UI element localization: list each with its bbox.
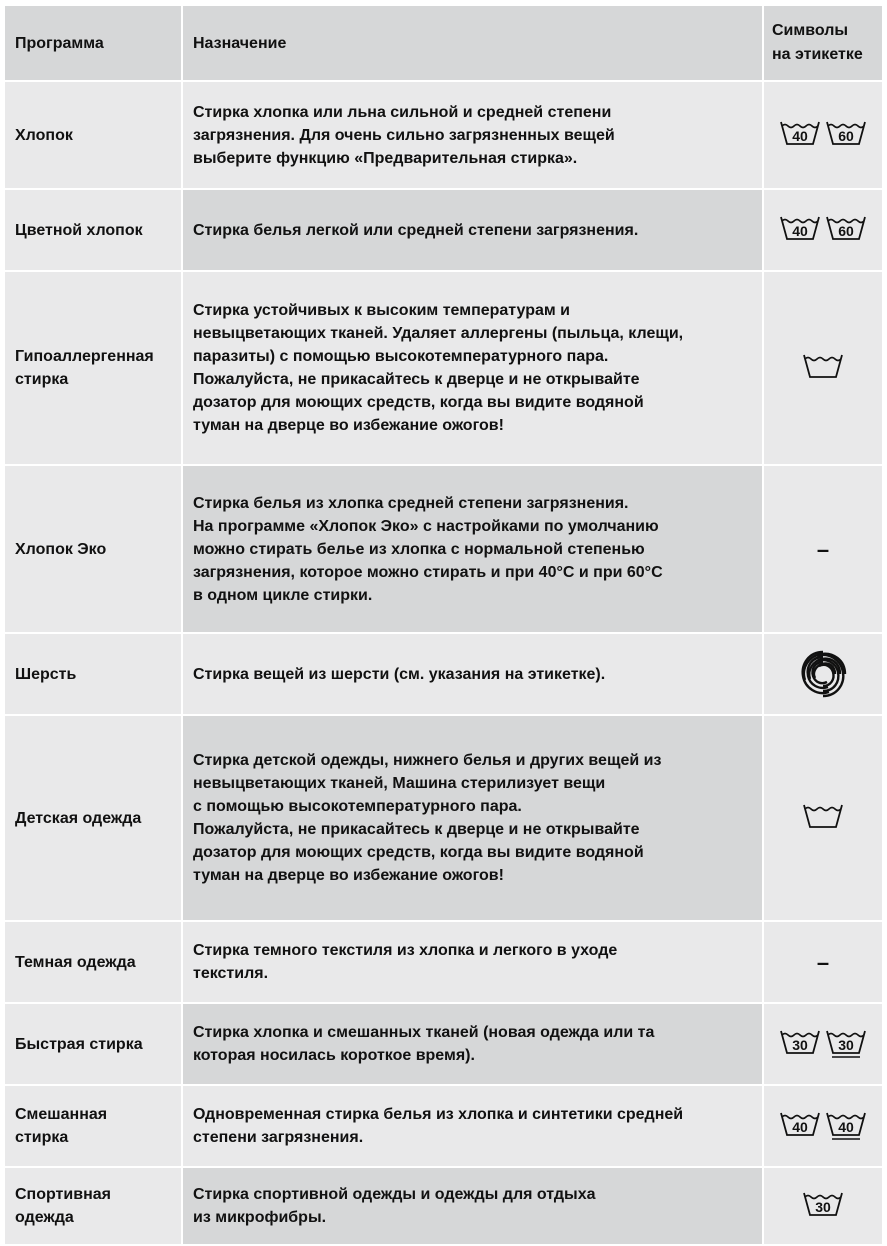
- wash-temperature-label: 30: [792, 1037, 808, 1053]
- table-row: [5, 272, 882, 466]
- no-symbol-dash: –: [816, 536, 830, 562]
- wash-temperature-label: 30: [815, 1199, 831, 1215]
- program-purpose: Стирка хлопка и смешанных тканей (новая одежда или та которая носилась короткое время).: [183, 1004, 764, 1084]
- program-name: Спортивная одежда: [5, 1168, 183, 1244]
- program-purpose: Стирка хлопка или льна сильной и средней степени загрязнения. Для очень сильно загрязненных вещей выберите функцию «Предварительная стирка».: [183, 82, 764, 188]
- program-name: Смешанная стирка: [5, 1086, 183, 1166]
- program-name: Цветной хлопок: [5, 190, 183, 270]
- wash-tub-icon: [779, 213, 821, 247]
- care-label-symbols: [764, 922, 882, 1002]
- table-row: [5, 716, 882, 922]
- care-label-symbols: [764, 1168, 882, 1244]
- wash-temperature-label: 60: [838, 128, 854, 144]
- program-name: Темная одежда: [5, 922, 183, 1002]
- wash-tub-icon: [825, 118, 867, 152]
- program-purpose: Стирка белья легкой или средней степени загрязнения.: [183, 190, 764, 270]
- program-name: Быстрая стирка: [5, 1004, 183, 1084]
- program-purpose: Одновременная стирка белья из хлопка и синтетики средней степени загрязнения.: [183, 1086, 764, 1166]
- table-row: [5, 190, 882, 272]
- program-name: Детская одежда: [5, 716, 183, 920]
- program-name: Гипоаллергенная стирка: [5, 272, 183, 464]
- wash-tub-icon: [802, 1189, 844, 1223]
- program-purpose: Стирка детской одежды, нижнего белья и других вещей из невыцветающих тканей, Машина стерилизует вещи с помощью высокотемпературного пара. Пожалуйста, не прикасайтесь к дверце и не открывайте дозатор для моющих средств, когда вы видите водяной туман на дверце во избежание ожогов!: [183, 716, 764, 920]
- wash-temperature-label: 40: [792, 128, 808, 144]
- table-row: [5, 1004, 882, 1086]
- table-row: [5, 1168, 882, 1246]
- table-row: [5, 634, 882, 716]
- table-row: [5, 82, 882, 190]
- care-label-symbols: [764, 1004, 882, 1084]
- care-label-symbols: [764, 272, 882, 464]
- wash-temperature-label: 40: [792, 223, 808, 239]
- care-label-symbols: [764, 634, 882, 714]
- wash-tub-icon: [825, 1027, 867, 1061]
- wash-tub-icon: [825, 1109, 867, 1143]
- program-purpose: Стирка белья из хлопка средней степени загрязнения. На программе «Хлопок Эко» с настройками по умолчанию можно стирать белье из хлопка с нормальной степенью загрязнения, которое можно стирать и при 40°С и при 60°С в одном цикле стирки.: [183, 466, 764, 632]
- wash-temperature-label: 40: [792, 1119, 808, 1135]
- wash-tub-icon: [779, 1109, 821, 1143]
- program-name: Хлопок: [5, 82, 183, 188]
- wash-tub-icon: [825, 213, 867, 247]
- care-label-symbols: [764, 82, 882, 188]
- wash-tub-icon: [779, 118, 821, 152]
- care-label-symbols: [764, 190, 882, 270]
- no-symbol-dash: –: [816, 949, 830, 975]
- program-purpose: Стирка устойчивых к высоким температурам и невыцветающих тканей. Удаляет аллергены (пыльца, клещи, паразиты) с помощью высокотемпературного пара. Пожалуйста, не прикасайтесь к дверце и не открывайте дозатор для моющих средств, когда вы видите водяной туман на дверце во избежание ожогов!: [183, 272, 764, 464]
- wash-temperature-label: 40: [838, 1119, 854, 1135]
- program-purpose: Стирка вещей из шерсти (см. указания на этикетке).: [183, 634, 764, 714]
- wash-temperature-label: 30: [838, 1037, 854, 1053]
- wash-tub-icon: [802, 351, 844, 385]
- wash-tub-icon: [802, 801, 844, 835]
- header-program: Программа: [5, 6, 183, 80]
- program-purpose: Стирка темного текстиля из хлопка и легкого в уходе текстиля.: [183, 922, 764, 1002]
- header-symbols: Символы на этикетке: [764, 6, 882, 80]
- wash-tub-icon: [779, 1027, 821, 1061]
- care-label-symbols: [764, 466, 882, 632]
- care-label-symbols: [764, 1086, 882, 1166]
- washing-programs-table: [5, 6, 882, 1246]
- table-row: [5, 1086, 882, 1168]
- program-name: Хлопок Эко: [5, 466, 183, 632]
- program-purpose: Стирка спортивной одежды и одежды для отдыха из микрофибры.: [183, 1168, 764, 1244]
- wash-temperature-label: 60: [838, 223, 854, 239]
- woolmark-icon: [795, 646, 851, 702]
- care-label-symbols: [764, 716, 882, 920]
- header-purpose: Назначение: [183, 6, 764, 80]
- table-row: [5, 466, 882, 634]
- table-row: [5, 922, 882, 1004]
- program-name: Шерсть: [5, 634, 183, 714]
- table-header-row: [5, 6, 882, 82]
